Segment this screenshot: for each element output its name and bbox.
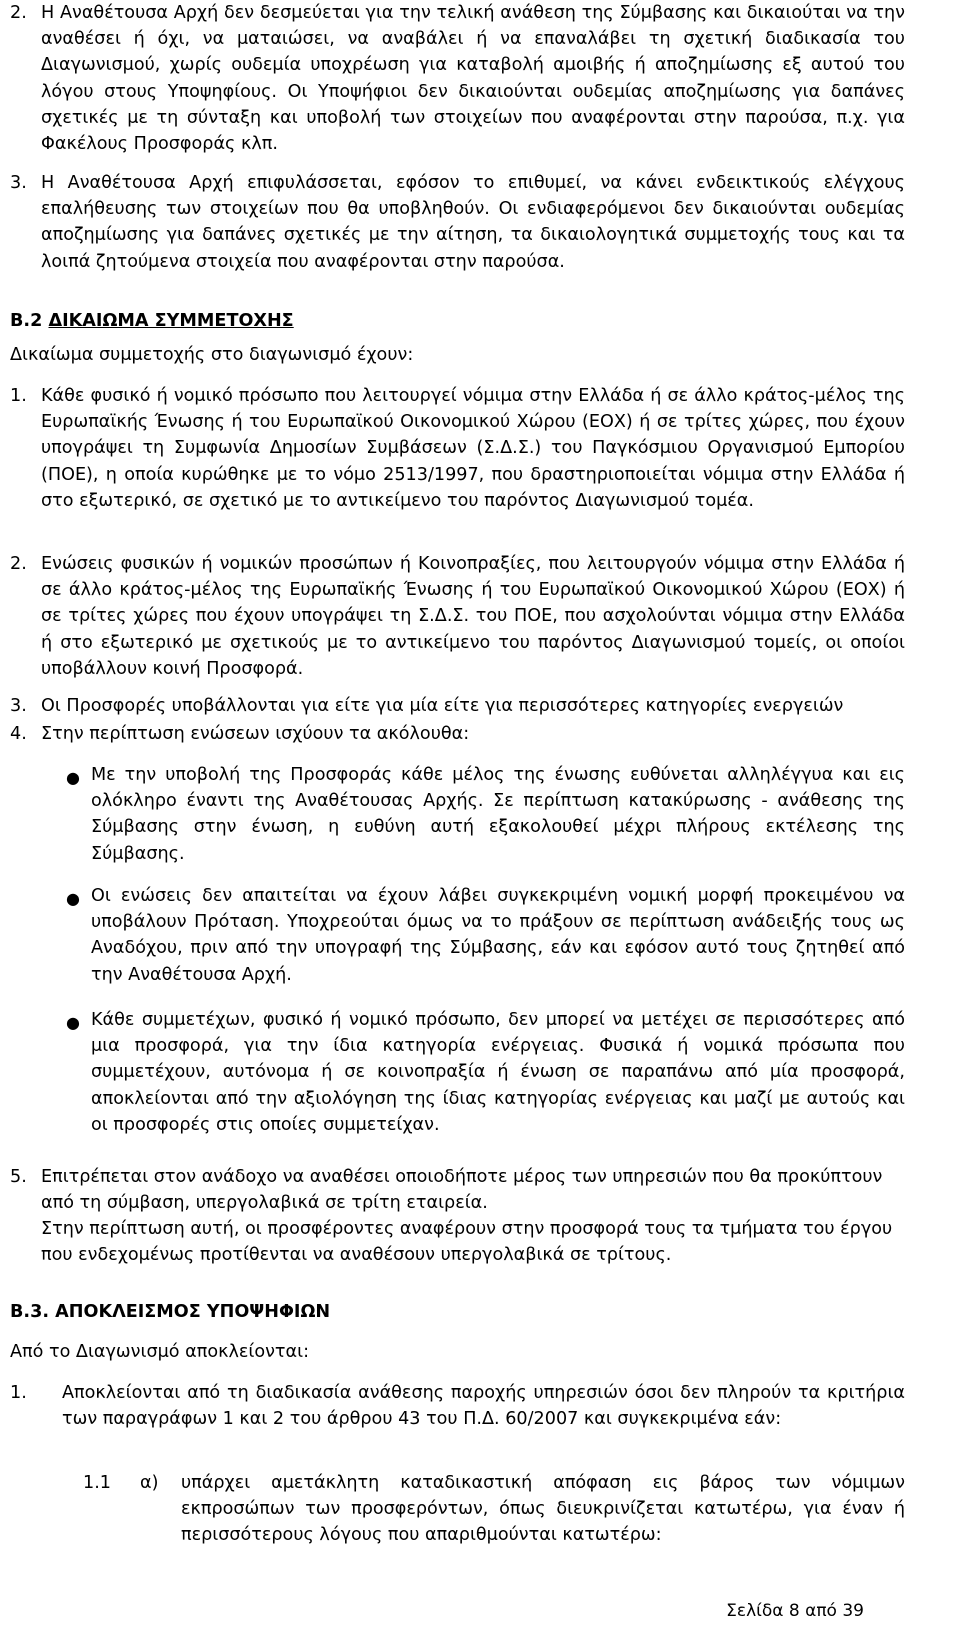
section-intro: Δικαίωμα συμμετοχής στο διαγωνισμό έχουν: [10,345,414,365]
paragraph: υπάρχει αμετάκλητη καταδικαστική απόφαση εις βάρος των νόμιμων εκπροσώπων των προσφερόντων, όπως διευκρινίζεται κατωτέρω, για έναν ή περισσότερους λόγους που απαριθμούνται κατωτέρω: [181,1473,905,1546]
paragraph: Αποκλείονται από τη διαδικασία ανάθεσης παροχής υπηρεσιών όσοι δεν πληρούν τα κριτήρια των παραγράφων 1 και 2 του άρθρου 43 του Π.Δ. 60/2007 και συγκεκριμένα εάν: [62,1383,905,1430]
section-heading: Β.3. ΑΠΟΚΛΕΙΣΜΟΣ ΥΠΟΨΗΦΙΩΝ [10,1302,331,1322]
item-number: 3. [10,696,27,716]
bullet-paragraph: Κάθε συμμετέχων, φυσικό ή νομικό πρόσωπο, δεν μπορεί να μετέχει σε περισσότερες από μια προσφορά, για την ίδια κατηγορία ενέργειας. Φυσικά ή νομικά πρόσωπα που συμμετέχουν, αυτόνομα ή σε κοινοπραξία ή ένωση σε παραπάνω από μία προσφορά, αποκλείονται από την αξιολόγηση της ίδιας κατηγορίας ενέργειας και μαζί με αυτούς και οι προσφορές στις οποίες συμμετείχαν. [91,1010,905,1135]
item-number: 5. [10,1167,27,1187]
item-number: 4. [10,724,27,744]
paragraph: Κάθε φυσικό ή νομικό πρόσωπο που λειτουργεί νόμιμα στην Ελλάδα ή σε άλλο κράτος-μέλος της Ευρωπαϊκής Ένωσης ή του Ευρωπαϊκού Οικονομικού Χώρου (ΕΟΧ) ή σε τρίτες χώρες, που έχουν υπογράψει τη Συμφωνία Δημοσίων Συμβάσεων (Σ.Δ.Σ.) του Παγκόσμιου Οργανισμού Εμπορίου (ΠΟΕ), η οποία κυρώθηκε με το νόμο 2513/1997, που δραστηριοποιείται νόμιμα στην Ελλάδα ή στο εξωτερικό, σε σχετικό με το αντικείμενο του παρόντος Διαγωνισμού τομέα. [41,386,905,511]
paragraph: Ενώσεις φυσικών ή νομικών προσώπων ή Κοινοπραξίες, που λειτουργούν νόμιμα στην Ελλάδα ή σε άλλο κράτος-μέλος της Ευρωπαϊκής Ένωσης ή του Ευρωπαϊκού Οικονομικού Χώρου (ΕΟΧ) ή σε τρίτες χώρες που έχουν υπογράψει τη Σ.Δ.Σ. του ΠΟΕ, που ασχολούνται νόμιμα στην Ελλάδα ή στο εξωτερικό με σχετικούς με το αντικείμενο του παρόντος Διαγωνισμού τομείς, οι οποίοι υποβάλλουν κοινή Προσφορά. [41,554,905,679]
paragraph: Επιτρέπεται στον ανάδοχο να αναθέσει οποιοδήποτε μέρος των υπηρεσιών που θα προκύπτουν από τη σύμβαση, υπεργολαβικά σε τρίτη εταιρεία. [41,1167,883,1214]
item-number: 2. [10,554,27,574]
paragraph: Η Αναθέτουσα Αρχή δεν δεσμεύεται για την τελική ανάθεση της Σύμβασης και δικαιούται να την αναθέσει ή όχι, να ματαιώσει, να αναβάλει ή να επαναλάβει τη σχετική διαδικασία του Διαγωνισμού, χωρίς ουδεμία υποχρέωση για καταβολή αμοιβής ή αποζημίωσης εξ αυτού του λόγου στους Υποψηφίους. Οι Υποψήφιοι δεν δικαιούνται ουδεμίας αποζημίωσης για δαπάνες σχετικές με τη σύνταξη και υποβολή των στοιχείων που αναφέρονται στην παρούσα, π.χ. για Φακέλους Προσφοράς κλπ. [41,3,905,155]
sub-item-letter: α) [140,1473,159,1493]
section-title: ΔΙΚΑΙΩΜΑ ΣΥΜΜΕΤΟΧΗΣ [48,311,294,331]
bullet-icon: ● [66,889,80,908]
item-number: 1. [10,386,27,406]
paragraph: Στην περίπτωση αυτή, οι προσφέροντες αναφέρουν στην προσφορά τους τα τμήματα του έργου που ενδεχομένως προτίθενται να αναθέσουν υπεργολαβικά σε τρίτους. [41,1219,893,1266]
bullet-paragraph: Οι ενώσεις δεν απαιτείται να έχουν λάβει συγκεκριμένη νομική μορφή προκειμένου να υποβάλουν Πρόταση. Υποχρεούται όμως να το πράξουν σε περίπτωση ανάδειξής τους ως Αναδόχου, πριν από την υπογραφή της Σύμβασης, εάν και εφόσον αυτό τους ζητηθεί από την Αναθέτουσα Αρχή. [91,886,905,985]
item-number: 1. [10,1383,27,1403]
bullet-paragraph: Με την υποβολή της Προσφοράς κάθε μέλος της ένωσης ευθύνεται αλληλέγγυα και εις ολόκληρο έναντι της Αναθέτουσας Αρχής. Σε περίπτωση κατακύρωσης - ανάθεσης της Σύμβασης στην ένωση, η ευθύνη αυτή εξακολουθεί μέχρι πλήρους εκτέλεσης της Σύμβασης. [91,765,905,864]
sub-item-number: 1.1 [83,1473,111,1493]
paragraph: Στην περίπτωση ενώσεων ισχύουν τα ακόλουθα: [41,724,470,744]
paragraph: Οι Προσφορές υποβάλλονται για είτε για μία είτε για περισσότερες κατηγορίες ενεργειών [41,696,844,716]
section-number: Β.2 [10,311,43,331]
section-intro: Από το Διαγωνισμό αποκλείονται: [10,1342,310,1362]
bullet-icon: ● [66,1013,80,1032]
page-footer: Σελίδα 8 από 39 [726,1601,864,1621]
item-number: 2. [10,3,27,23]
bullet-icon: ● [66,768,80,787]
section-heading [10,308,294,334]
paragraph: Η Αναθέτουσα Αρχή επιφυλάσσεται, εφόσον το επιθυμεί, να κάνει ενδεικτικούς ελέγχους επαλήθευσης των στοιχείων που θα υποβληθούν. Οι ενδιαφερόμενοι δεν δικαιούνται ουδεμίας αποζημίωσης για δαπάνες σχετικές με την αίτηση, τα δικαιολογητικά συμμετοχής τους και τα λοιπά ζητούμενα στοιχεία που αναφέρονται στην παρούσα. [41,173,905,272]
item-number: 3. [10,173,27,193]
